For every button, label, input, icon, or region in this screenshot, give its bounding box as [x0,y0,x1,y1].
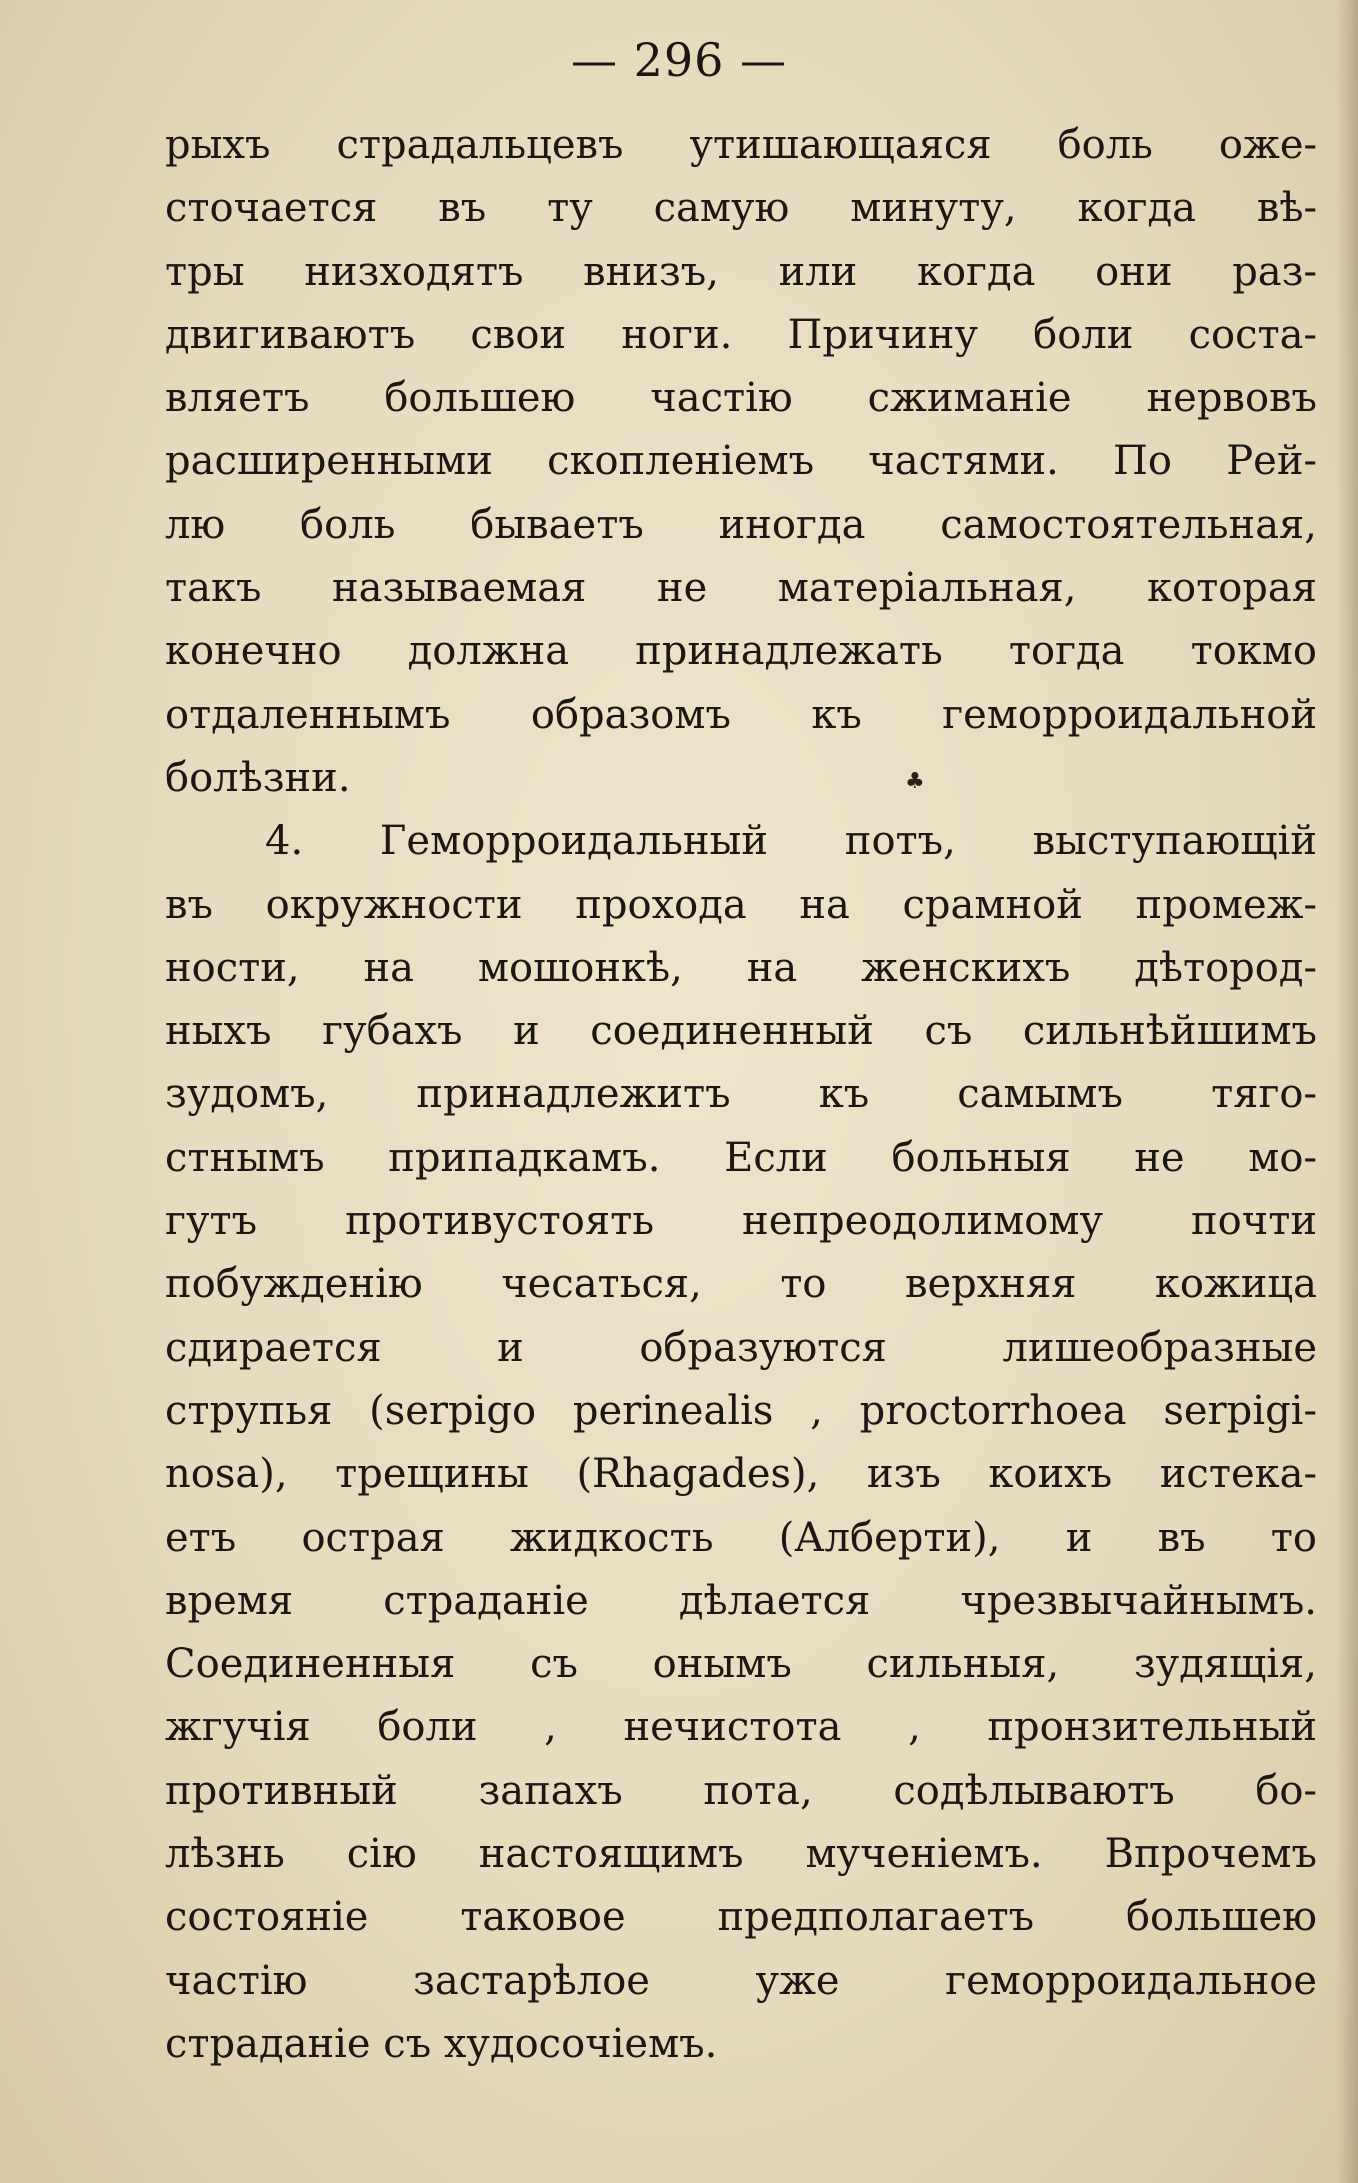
body-text [165,114,1317,2076]
text-line: лѣзнь сію настоящимъ мученіемъ. Впрочемъ [165,1831,1317,1878]
text-line: частію застарѣлое уже геморроидальное [165,1957,1317,2004]
text-line: етъ острая жидкость (Алберти), и въ то [165,1514,1317,1561]
text-line: противный запахъ пота, содѣлываютъ бо- [165,1767,1317,1814]
text-line: стнымъ припадкамъ. Если больныя не мо- [165,1134,1317,1181]
text-line: Соединенныя съ онымъ сильныя, зудящія, [165,1641,1317,1688]
text-line: жгучія боли , нечистота , пронзительный [165,1704,1317,1751]
text-line: зудомъ, принадлежитъ къ самымъ тяго- [165,1071,1317,1118]
text-line: отдаленнымъ образомъ къ геморроидальной [165,691,1317,738]
text-line: въ окружности прохода на срамной промеж- [165,881,1317,928]
text-line: состояніе таковое предполагаетъ большею [165,1894,1317,1941]
text-line-paragraph-start: 4. Геморроидальный потъ, выступающій [265,818,1317,865]
text-line: ности, на мошонкѣ, на женскихъ дѣтород- [165,944,1317,991]
text-line: такъ называемая не матеріальная, которая [165,565,1317,612]
text-line: тры низходятъ внизъ, или когда они раз- [165,248,1317,295]
text-line: вляетъ большею частію сжиманіе нервовъ [165,375,1317,422]
text-line: ныхъ губахъ и соединенный съ сильнѣйшимъ [165,1008,1317,1055]
text-line: побужденію чесаться, то верхняя кожица [165,1261,1317,1308]
text-line: лю боль бываетъ иногда самостоятельная, [165,501,1317,548]
text-line: рыхъ страдальцевъ утишающаяся боль оже- [165,122,1317,168]
text-line: сдирается и образуются лишеобразные [165,1324,1317,1371]
page-edge-shadow [1336,0,1358,2183]
text-line-paragraph-end: болѣзни. [165,754,351,801]
text-line: время страданіе дѣлается чрезвычайнымъ. [165,1577,1317,1624]
text-line: nosa), трещины (Rhagades), изъ коихъ истека- [165,1451,1317,1498]
page-number-header: — 296 — [570,33,788,87]
text-line-paragraph-end: страданіе съ худосочіемъ. [165,2020,718,2067]
text-line: расширенными скопленіемъ частями. По Рей- [165,438,1317,485]
text-line: конечно должна принадлежать тогда токмо [165,628,1317,675]
fleuron-ornament-icon: ♣ [905,769,925,794]
text-line: струпья (serpigo perinealis , proctorrhoea serpigi- [165,1387,1317,1434]
text-line: гутъ противустоять непреодолимому почти [165,1198,1317,1245]
text-line: двигиваютъ свои ноги. Причину боли соста- [165,311,1317,358]
text-line: сточается въ ту самую минуту, когда вѣ- [165,185,1317,232]
